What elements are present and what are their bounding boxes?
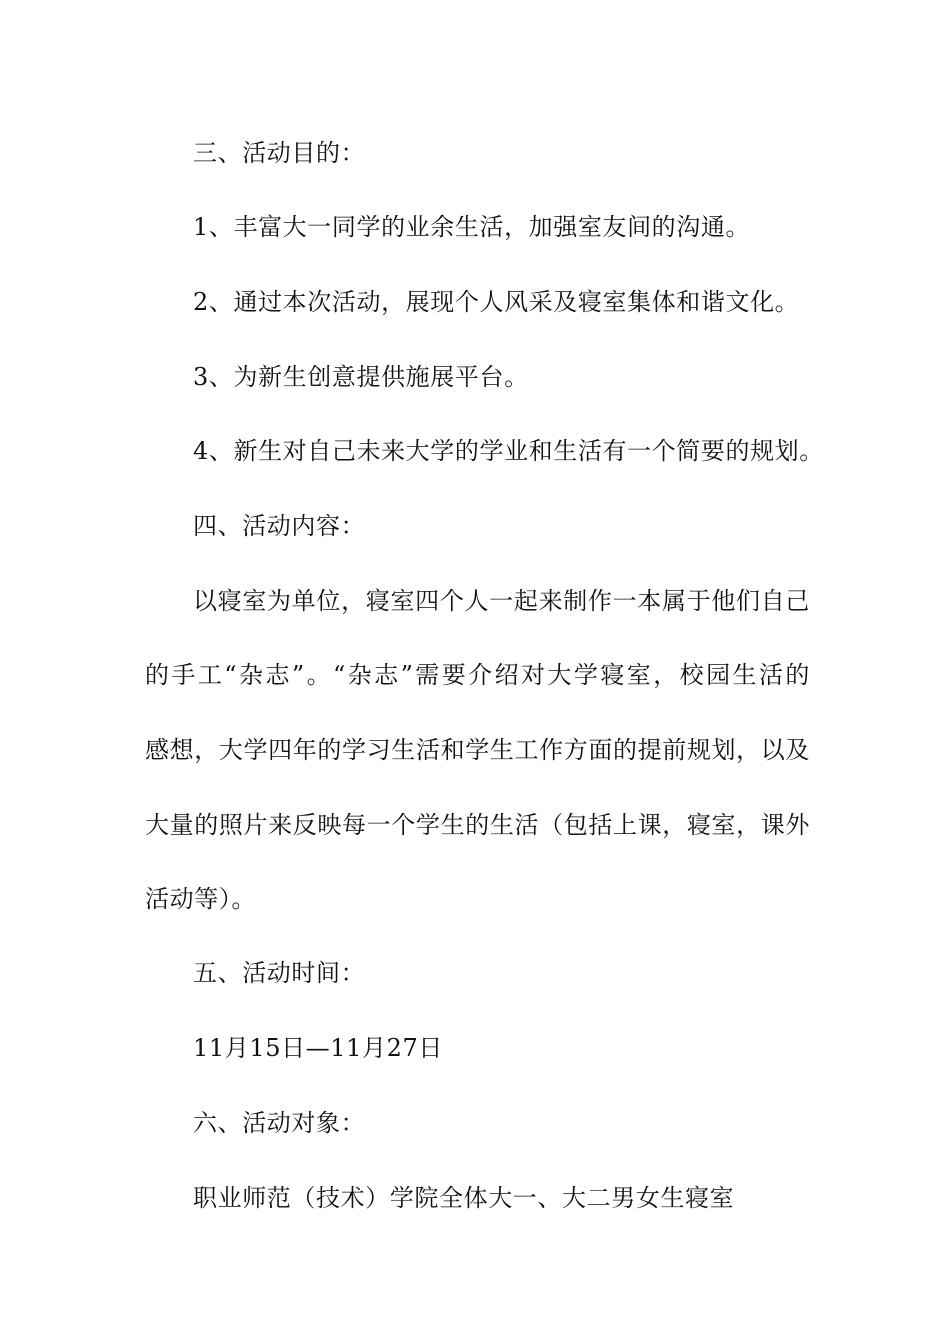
section-heading-content: 四、活动内容： xyxy=(193,512,366,540)
content-paragraph-line-4: 大量的照片来反映每一个学生的生活（包括上课，寝室，课外 xyxy=(145,811,810,839)
content-paragraph-line-1: 以寝室为单位，寝室四个人一起来制作一本属于他们自己 xyxy=(193,587,810,615)
section-heading-time: 五、活动时间： xyxy=(193,959,366,987)
section-heading-target: 六、活动对象： xyxy=(193,1109,366,1137)
activity-time-value: 11月15日—11月27日 xyxy=(193,1034,443,1062)
purpose-item-4: 4、新生对自己未来大学的学业和生活有一个简要的规划。 xyxy=(193,437,824,465)
content-paragraph-line-5: 活动等）。 xyxy=(145,885,256,913)
content-paragraph-line-3: 感想，大学四年的学习生活和学生工作方面的提前规划，以及 xyxy=(145,736,810,764)
content-paragraph-line-2: 的手工“杂志”。“杂志”需要介绍对大学寝室，校园生活的 xyxy=(145,661,810,689)
activity-target-value: 职业师范（技术）学院全体大一、大二男女生寝室 xyxy=(193,1184,735,1212)
purpose-item-3: 3、为新生创意提供施展平台。 xyxy=(193,363,529,391)
purpose-item-1: 1、丰富大一同学的业余生活，加强室友间的沟通。 xyxy=(193,213,751,241)
section-heading-purpose: 三、活动目的： xyxy=(193,139,366,167)
purpose-item-2: 2、通过本次活动，展现个人风采及寝室集体和谐文化。 xyxy=(193,288,800,316)
